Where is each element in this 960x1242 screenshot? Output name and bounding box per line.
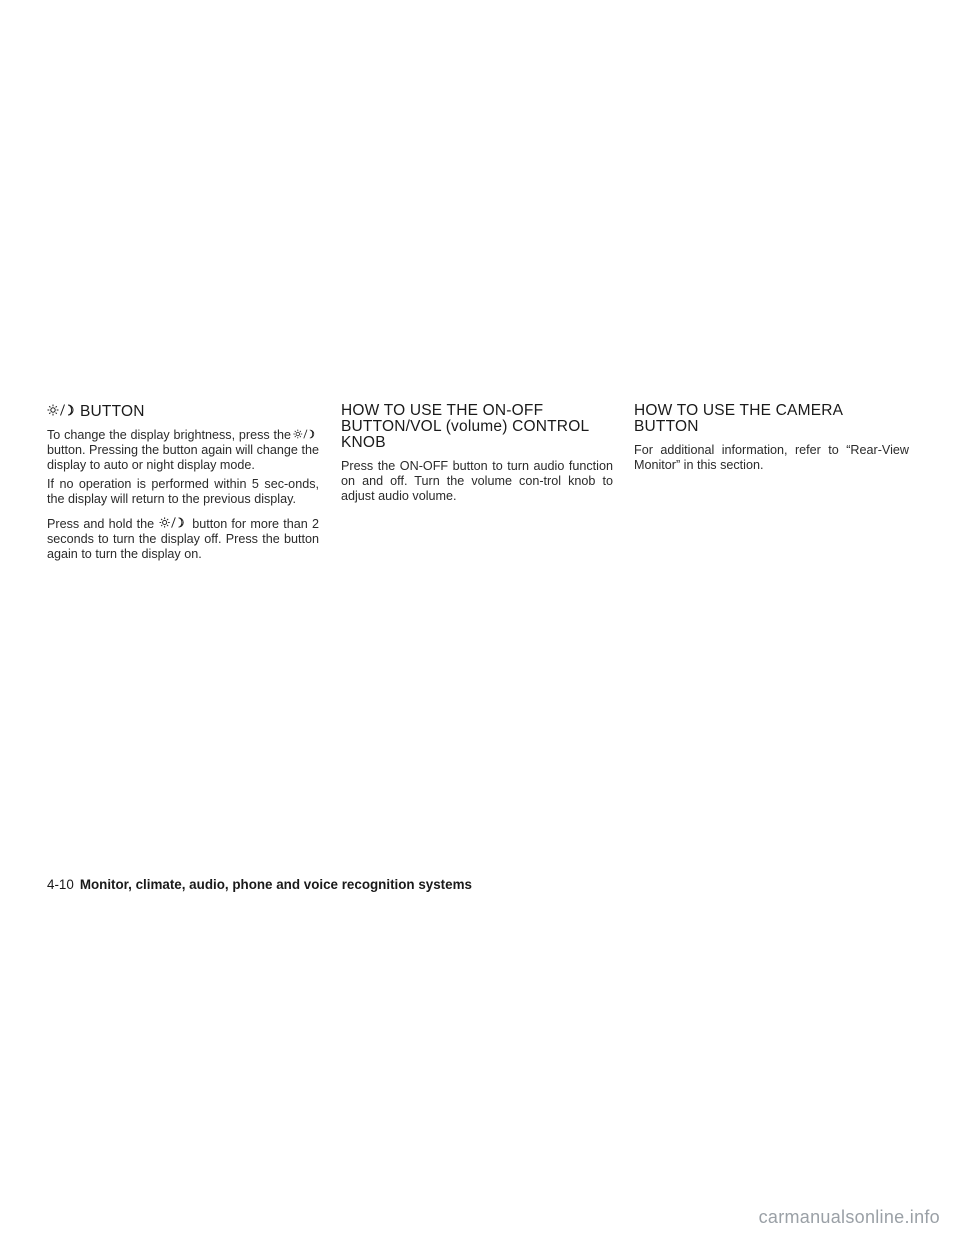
paragraph [47, 516, 319, 563]
watermark: carmanualsonline.info [758, 1207, 940, 1227]
sun-moon-icon [293, 428, 317, 440]
paragraph-text: To change the display brightness, press the [47, 428, 291, 442]
section-heading: HOW TO USE THE ON-OFF BUTTON/VOL (volume) CONTROL KNOB [341, 402, 589, 451]
paragraph [47, 428, 319, 474]
section-heading [47, 403, 319, 420]
section-brightness-button [47, 403, 319, 563]
paragraph-text: Press and hold the [47, 517, 155, 532]
chapter-title: Monitor, climate, audio, phone and voice recognition systems [79, 877, 472, 892]
paragraph: Press the ON-OFF button to turn audio function on and off. Turn the volume con-trol knob to adjust audio volume. [341, 459, 613, 504]
section-on-off-vol [341, 403, 613, 505]
heading-text: BUTTON [80, 403, 145, 420]
sun-moon-icon [47, 403, 77, 417]
page-number: 4-10 [47, 877, 74, 892]
section-camera-button [634, 403, 909, 473]
section-heading: HOW TO USE THE CAMERA BUTTON [634, 402, 843, 435]
paragraph-text: button for more than 2 seconds to turn the display off. Press the button again to turn the display on. [47, 517, 319, 562]
paragraph: For additional information, refer to “Rear-View Monitor” in this section. [634, 443, 909, 473]
page-footer [47, 877, 472, 893]
paragraph: If no operation is performed within 5 sec-onds, the display will return to the previous display. [47, 476, 319, 506]
sun-moon-icon [158, 516, 188, 528]
paragraph-text: button. Pressing the button again will change the display to auto or night display mode. [47, 443, 319, 473]
